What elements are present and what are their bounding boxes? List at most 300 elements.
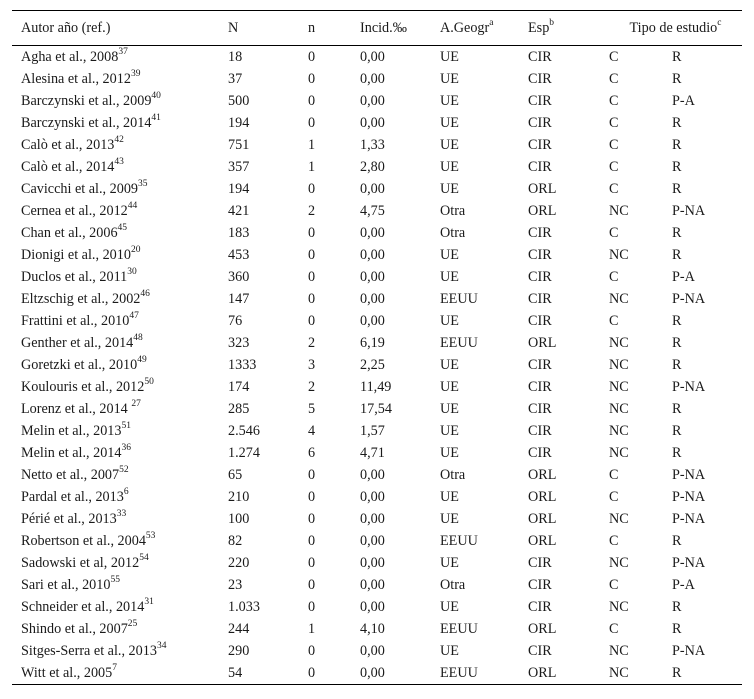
cell-incidence: [360, 288, 440, 310]
cell-incidence-text: 0,00: [360, 269, 385, 285]
cell-author: [12, 618, 228, 640]
table-body: [12, 46, 742, 685]
reference-number: 30: [127, 267, 137, 278]
cell-n: [308, 398, 360, 420]
cell-n: [308, 376, 360, 398]
cell-incidence: [360, 530, 440, 552]
cell-n-text: 0: [308, 115, 316, 131]
reference-number: 27: [131, 399, 141, 410]
cell-design-text: R: [672, 621, 682, 637]
cell-n-total: [228, 596, 308, 618]
cell-incidence-text: 6,19: [360, 335, 385, 351]
cell-n-text: 1: [308, 159, 316, 175]
cell-author: [12, 156, 228, 178]
cell-geo-area-text: UE: [440, 511, 459, 527]
cell-incidence-text: 2,25: [360, 357, 385, 373]
cell-geo-area: [440, 640, 528, 662]
header-geo-area: [440, 11, 528, 46]
cell-n-text: 0: [308, 269, 316, 285]
cell-specialty: [528, 574, 609, 596]
cell-incidence: [360, 112, 440, 134]
cell-geo-area-text: UE: [440, 555, 459, 571]
cell-control: [609, 552, 672, 574]
cell-n: [308, 90, 360, 112]
cell-incidence-text: 0,00: [360, 247, 385, 263]
cell-n-total: [228, 222, 308, 244]
cell-n-text: 0: [308, 511, 316, 527]
cell-incidence-text: 4,71: [360, 445, 385, 461]
cell-n-total: [228, 46, 308, 69]
cell-control: [609, 574, 672, 596]
cell-control: [609, 508, 672, 530]
cell-specialty-text: ORL: [528, 181, 557, 197]
cell-specialty-text: CIR: [528, 445, 552, 461]
cell-control-text: C: [609, 137, 619, 153]
cell-design-text: R: [672, 181, 682, 197]
cell-design: [672, 134, 742, 156]
cell-incidence: [360, 420, 440, 442]
cell-specialty: [528, 90, 609, 112]
cell-geo-area: [440, 552, 528, 574]
cell-control: [609, 530, 672, 552]
reference-number: 39: [130, 69, 141, 80]
cell-author-text: Shindo et al., 2007: [21, 621, 128, 637]
cell-design-text: P-NA: [672, 291, 706, 307]
cell-author-text: Calò et al., 2014: [21, 159, 115, 175]
cell-control-text: C: [609, 269, 619, 285]
cell-geo-area-text: EEUU: [440, 621, 478, 637]
cell-control-text: NC: [609, 401, 629, 417]
cell-n-text: 5: [308, 401, 316, 417]
cell-specialty-text: CIR: [528, 93, 552, 109]
cell-design: [672, 354, 742, 376]
cell-author-text: Genther et al., 2014: [21, 335, 134, 351]
cell-incidence: [360, 464, 440, 486]
cell-control: [609, 596, 672, 618]
cell-author-text: Netto et al., 2007: [21, 467, 120, 483]
cell-n-text: 0: [308, 71, 316, 87]
cell-specialty: [528, 288, 609, 310]
cell-geo-area: [440, 662, 528, 685]
reference-number: 41: [151, 113, 161, 124]
cell-incidence: [360, 178, 440, 200]
cell-specialty-text: CIR: [528, 49, 552, 65]
reference-number: 46: [140, 289, 150, 300]
reference-number: 43: [114, 157, 124, 168]
table-row: [12, 244, 742, 266]
cell-geo-area-text: UE: [440, 49, 459, 65]
cell-author-text: Duclos et al., 2011: [21, 269, 128, 285]
cell-author-text: Sari et al., 2010: [21, 577, 111, 593]
cell-incidence-text: 0,00: [360, 577, 385, 593]
cell-design: [672, 288, 742, 310]
cell-author-text: Sadowski et al, 2012: [21, 555, 140, 571]
cell-n-total-text: 421: [228, 203, 250, 219]
cell-incidence-text: 0,00: [360, 643, 385, 659]
cell-specialty: [528, 354, 609, 376]
cell-control-text: C: [609, 71, 619, 87]
header-author-label: Autor año (ref.): [21, 19, 111, 36]
cell-specialty: [528, 486, 609, 508]
cell-n-total-text: 65: [228, 467, 243, 483]
cell-incidence-text: 1,33: [360, 137, 385, 153]
cell-incidence: [360, 398, 440, 420]
header-incidence: [360, 11, 440, 46]
cell-author: [12, 222, 228, 244]
cell-design: [672, 574, 742, 596]
cell-design: [672, 266, 742, 288]
cell-incidence: [360, 508, 440, 530]
header-geo-footnote: a: [489, 17, 494, 28]
cell-author-text: Agha et al., 2008: [21, 49, 119, 65]
cell-incidence-text: 0,00: [360, 555, 385, 571]
cell-n-text: 0: [308, 313, 316, 329]
cell-n-text: 3: [308, 357, 316, 373]
cell-n-total: [228, 574, 308, 596]
cell-control: [609, 134, 672, 156]
cell-specialty-text: ORL: [528, 489, 557, 505]
cell-geo-area: [440, 46, 528, 69]
cell-specialty: [528, 244, 609, 266]
cell-control: [609, 156, 672, 178]
cell-geo-area: [440, 486, 528, 508]
cell-n: [308, 288, 360, 310]
cell-n: [308, 310, 360, 332]
cell-design: [672, 68, 742, 90]
cell-n: [308, 112, 360, 134]
cell-n-total-text: 751: [228, 137, 250, 153]
cell-n-total: [228, 398, 308, 420]
cell-n-total: [228, 486, 308, 508]
cell-control-text: C: [609, 577, 619, 593]
cell-author: [12, 442, 228, 464]
cell-n: [308, 574, 360, 596]
cell-author: [12, 530, 228, 552]
cell-incidence: [360, 222, 440, 244]
header-n: [308, 11, 360, 46]
cell-geo-area: [440, 398, 528, 420]
cell-n-total: [228, 332, 308, 354]
cell-n-text: 4: [308, 423, 316, 439]
cell-control: [609, 662, 672, 685]
cell-control-text: C: [609, 489, 619, 505]
cell-n-total: [228, 464, 308, 486]
cell-design: [672, 178, 742, 200]
cell-design: [672, 508, 742, 530]
cell-geo-area: [440, 464, 528, 486]
cell-specialty: [528, 508, 609, 530]
cell-geo-area: [440, 420, 528, 442]
table-row: [12, 46, 742, 69]
cell-specialty: [528, 596, 609, 618]
cell-n-text: 0: [308, 489, 316, 505]
cell-design-text: R: [672, 423, 682, 439]
cell-geo-area-text: UE: [440, 445, 459, 461]
cell-n-text: 1: [308, 137, 316, 153]
cell-author-text: Sitges-Serra et al., 2013: [21, 643, 157, 659]
cell-specialty: [528, 266, 609, 288]
cell-control-text: NC: [609, 555, 629, 571]
cell-control-text: NC: [609, 357, 629, 373]
cell-author: [12, 508, 228, 530]
cell-n: [308, 68, 360, 90]
cell-n-total-text: 500: [228, 93, 250, 109]
cell-incidence-text: 0,00: [360, 49, 385, 65]
cell-n-total-text: 220: [228, 555, 250, 571]
cell-geo-area: [440, 178, 528, 200]
cell-n-total-text: 290: [228, 643, 250, 659]
cell-n-total-text: 360: [228, 269, 250, 285]
cell-n-text: 0: [308, 291, 316, 307]
cell-specialty: [528, 420, 609, 442]
cell-control-text: C: [609, 115, 619, 131]
cell-n: [308, 420, 360, 442]
cell-design: [672, 200, 742, 222]
cell-author-text: Melin et al., 2013: [21, 423, 122, 439]
header-incidence-label: Incid.‰: [360, 19, 407, 36]
cell-n-total-text: 183: [228, 225, 250, 241]
cell-n-total: [228, 178, 308, 200]
reference-number: 54: [139, 553, 149, 564]
cell-design: [672, 222, 742, 244]
cell-design-text: P-NA: [672, 203, 706, 219]
cell-incidence-text: 0,00: [360, 313, 385, 329]
cell-incidence-text: 4,10: [360, 621, 385, 637]
cell-geo-area-text: EEUU: [440, 335, 478, 351]
cell-control-text: C: [609, 159, 619, 175]
cell-control: [609, 442, 672, 464]
cell-author-text: Koulouris et al., 2012: [21, 379, 145, 395]
cell-author: [12, 486, 228, 508]
cell-author: [12, 200, 228, 222]
cell-geo-area-text: EEUU: [440, 291, 478, 307]
cell-specialty-text: CIR: [528, 599, 552, 615]
header-esp-footnote: b: [549, 17, 555, 28]
header-n-total: [228, 11, 308, 46]
table-row: [12, 618, 742, 640]
cell-design: [672, 398, 742, 420]
cell-design: [672, 552, 742, 574]
cell-geo-area-text: UE: [440, 181, 459, 197]
cell-specialty: [528, 398, 609, 420]
cell-specialty: [528, 200, 609, 222]
cell-incidence: [360, 442, 440, 464]
cell-control: [609, 200, 672, 222]
cell-specialty: [528, 552, 609, 574]
cell-control: [609, 112, 672, 134]
cell-n-total: [228, 156, 308, 178]
cell-n-total-text: 1333: [228, 357, 257, 373]
cell-control-text: NC: [609, 203, 629, 219]
cell-geo-area: [440, 288, 528, 310]
cell-incidence: [360, 332, 440, 354]
table-header: [12, 11, 742, 46]
reference-number: 36: [121, 443, 131, 454]
cell-n: [308, 354, 360, 376]
cell-control-text: C: [609, 533, 619, 549]
cell-geo-area-text: UE: [440, 137, 459, 153]
cell-design-text: R: [672, 599, 682, 615]
cell-incidence-text: 4,75: [360, 203, 385, 219]
cell-control: [609, 354, 672, 376]
cell-incidence: [360, 156, 440, 178]
cell-specialty-text: ORL: [528, 203, 557, 219]
cell-design-text: R: [672, 71, 682, 87]
cell-specialty-text: CIR: [528, 291, 552, 307]
cell-incidence: [360, 552, 440, 574]
cell-control: [609, 310, 672, 332]
cell-incidence: [360, 244, 440, 266]
cell-author-text: Robertson et al., 2004: [21, 533, 146, 549]
cell-author: [12, 376, 228, 398]
cell-design: [672, 376, 742, 398]
cell-incidence-text: 0,00: [360, 181, 385, 197]
reference-number: 51: [121, 421, 131, 432]
cell-author: [12, 310, 228, 332]
cell-specialty-text: CIR: [528, 247, 552, 263]
cell-geo-area: [440, 222, 528, 244]
table-row: [12, 442, 742, 464]
cell-n-total-text: 76: [228, 313, 243, 329]
cell-incidence: [360, 640, 440, 662]
cell-specialty-text: CIR: [528, 313, 552, 329]
cell-n-total: [228, 68, 308, 90]
cell-n-text: 0: [308, 643, 316, 659]
cell-n-total-text: 210: [228, 489, 250, 505]
cell-n: [308, 508, 360, 530]
cell-control: [609, 486, 672, 508]
cell-design-text: R: [672, 159, 682, 175]
cell-design-text: R: [672, 533, 682, 549]
cell-specialty-text: CIR: [528, 577, 552, 593]
cell-geo-area-text: UE: [440, 71, 459, 87]
cell-specialty-text: ORL: [528, 665, 557, 681]
header-n-total-label: N: [228, 19, 239, 36]
cell-specialty: [528, 68, 609, 90]
cell-specialty: [528, 376, 609, 398]
cell-n-total-text: 357: [228, 159, 250, 175]
cell-author: [12, 332, 228, 354]
reference-number: 42: [114, 135, 124, 146]
cell-control-text: NC: [609, 511, 629, 527]
cell-design-text: R: [672, 137, 682, 153]
cell-control-text: NC: [609, 291, 629, 307]
reference-number: 37: [118, 47, 128, 58]
table-row: [12, 596, 742, 618]
cell-n-total: [228, 288, 308, 310]
cell-geo-area: [440, 112, 528, 134]
cell-n-total: [228, 618, 308, 640]
cell-control: [609, 288, 672, 310]
cell-author-text: Frattini et al., 2010: [21, 313, 130, 329]
cell-geo-area-text: EEUU: [440, 533, 478, 549]
cell-n-total: [228, 662, 308, 685]
cell-author: [12, 662, 228, 685]
cell-n-total-text: 2.546: [228, 423, 260, 439]
table-row: [12, 420, 742, 442]
cell-geo-area-text: UE: [440, 599, 459, 615]
cell-geo-area: [440, 266, 528, 288]
table-row: [12, 288, 742, 310]
table-row: [12, 354, 742, 376]
cell-author-text: Chan et al., 2006: [21, 225, 118, 241]
cell-author: [12, 46, 228, 69]
cell-control: [609, 244, 672, 266]
cell-author-text: Melin et al., 2014: [21, 445, 122, 461]
cell-n-total-text: 453: [228, 247, 250, 263]
cell-control: [609, 178, 672, 200]
cell-control-text: C: [609, 467, 619, 483]
cell-specialty-text: CIR: [528, 71, 552, 87]
cell-author: [12, 244, 228, 266]
table-row: [12, 574, 742, 596]
cell-specialty-text: ORL: [528, 533, 557, 549]
cell-n: [308, 640, 360, 662]
cell-incidence-text: 0,00: [360, 225, 385, 241]
cell-author-text: Périé et al., 2013: [21, 511, 117, 527]
cell-geo-area-text: UE: [440, 269, 459, 285]
reference-number: 45: [117, 223, 128, 234]
table-row: [12, 486, 742, 508]
reference-number: 35: [138, 179, 148, 190]
cell-n-total-text: 1.033: [228, 599, 260, 615]
cell-n: [308, 332, 360, 354]
cell-specialty-text: CIR: [528, 225, 552, 241]
table-row: [12, 464, 742, 486]
cell-n-total: [228, 420, 308, 442]
cell-incidence: [360, 596, 440, 618]
cell-design-text: P-A: [672, 577, 695, 593]
cell-design-text: R: [672, 335, 682, 351]
cell-design: [672, 310, 742, 332]
header-tipo-label: Tipo de estudio: [629, 19, 718, 36]
cell-n-text: 0: [308, 577, 316, 593]
cell-n-total: [228, 310, 308, 332]
cell-author: [12, 552, 228, 574]
cell-author-text: Eltzschig et al., 2002: [21, 291, 141, 307]
cell-n-total-text: 100: [228, 511, 250, 527]
cell-n-total-text: 1.274: [228, 445, 260, 461]
cell-n-text: 0: [308, 555, 316, 571]
header-esp-label: Esp: [528, 19, 550, 36]
cell-n-text: 0: [308, 225, 316, 241]
cell-control-text: C: [609, 225, 619, 241]
cell-specialty: [528, 112, 609, 134]
reference-number: 20: [130, 245, 141, 256]
cell-n: [308, 618, 360, 640]
cell-design: [672, 464, 742, 486]
cell-design: [672, 420, 742, 442]
cell-geo-area: [440, 156, 528, 178]
cell-specialty-text: CIR: [528, 159, 552, 175]
cell-control-text: NC: [609, 665, 629, 681]
cell-n-text: 0: [308, 247, 316, 263]
reference-number: 48: [133, 333, 143, 344]
cell-design: [672, 442, 742, 464]
cell-n-text: 1: [308, 621, 316, 637]
cell-incidence-text: 0,00: [360, 533, 385, 549]
header-tipo-footnote: c: [717, 17, 722, 28]
cell-design-text: R: [672, 401, 682, 417]
cell-geo-area: [440, 68, 528, 90]
cell-control-text: C: [609, 49, 619, 65]
cell-geo-area: [440, 332, 528, 354]
cell-n-total-text: 147: [228, 291, 250, 307]
cell-author: [12, 134, 228, 156]
reference-number: 47: [129, 311, 139, 322]
cell-design-text: P-NA: [672, 511, 706, 527]
cell-incidence: [360, 266, 440, 288]
